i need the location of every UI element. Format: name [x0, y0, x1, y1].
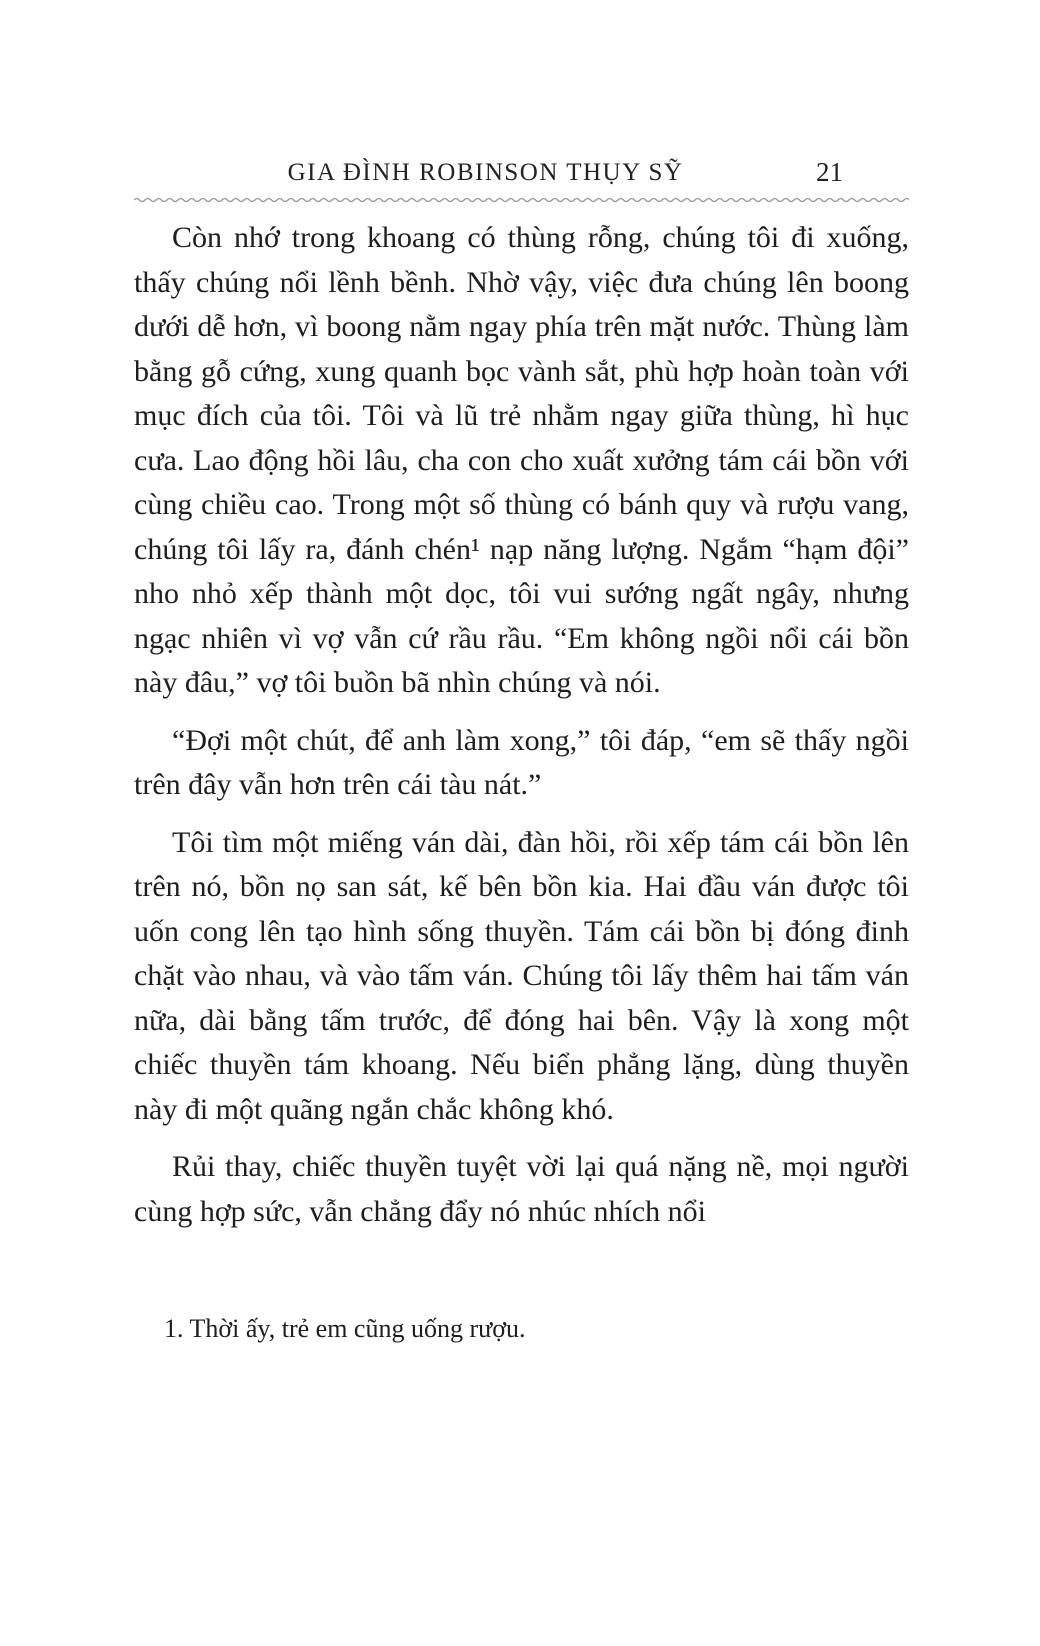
text-column: [134, 157, 909, 1346]
paragraph-1: Còn nhớ trong khoang có thùng rỗng, chúng tôi đi xuống, thấy chúng nổi lềnh bềnh. Nhờ vậy, việc đưa chúng lên boong dưới dễ hơn, vì boong nằm ngay phía trên mặt nước. Thùng làm bằng gỗ cứng, xung quanh bọc vành sắt, phù hợp hoàn toàn với mục đích của tôi. Tôi và lũ trẻ nhằm ngay giữa thùng, hì hục cưa. Lao động hồi lâu, cha con cho xuất xưởng tám cái bồn với cùng chiều cao. Trong một số thùng có bánh quy và rượu vang, chúng tôi lấy ra, đánh chén¹ nạp năng lượng. Ngắm “hạm đội” nho nhỏ xếp thành một dọc, tôi vui sướng ngất ngây, nhưng ngạc nhiên vì vợ vẫn cứ rầu rầu. “Em không ngồi nổi cái bồn này đâu,” vợ tôi buồn bã nhìn chúng và nói.: [134, 221, 909, 699]
running-header-title: GIA ĐÌNH ROBINSON THỤY SỸ: [287, 159, 684, 186]
wave-path: [134, 199, 909, 202]
paragraph-3: Tôi tìm một miếng ván dài, đàn hồi, rồi xếp tám cái bồn lên trên nó, bồn nọ san sát, kế bên bồn kia. Hai đầu ván được tôi uốn cong lên tạo hình sống thuyền. Tám cái bồn bị đóng đinh chặt vào nhau, và vào tấm ván. Chúng tôi lấy thêm hai tấm ván nữa, dài bằng tấm trước, để đóng hai bên. Vậy là xong một chiếc thuyền tám khoang. Nếu biển phẳng lặng, dùng thuyền này đi một quãng ngắn chắc không khó.: [134, 825, 909, 1126]
running-head: [134, 157, 909, 195]
footnote: 1. Thời ấy, trẻ em cũng uống rượu.: [164, 1314, 526, 1343]
page-number: 21: [816, 157, 843, 187]
wavy-divider: [134, 196, 909, 203]
body-text: [134, 216, 909, 1234]
paragraph-2: “Đợi một chút, để anh làm xong,” tôi đáp, “em sẽ thấy ngồi trên đây vẫn hơn trên cái tàu nát.”: [134, 723, 909, 801]
paragraph-4: Rủi thay, chiếc thuyền tuyệt vời lại quá nặng nề, mọi người cùng hợp sức, vẫn chẳng đẩy nó nhúc nhích nổi: [134, 1150, 909, 1228]
